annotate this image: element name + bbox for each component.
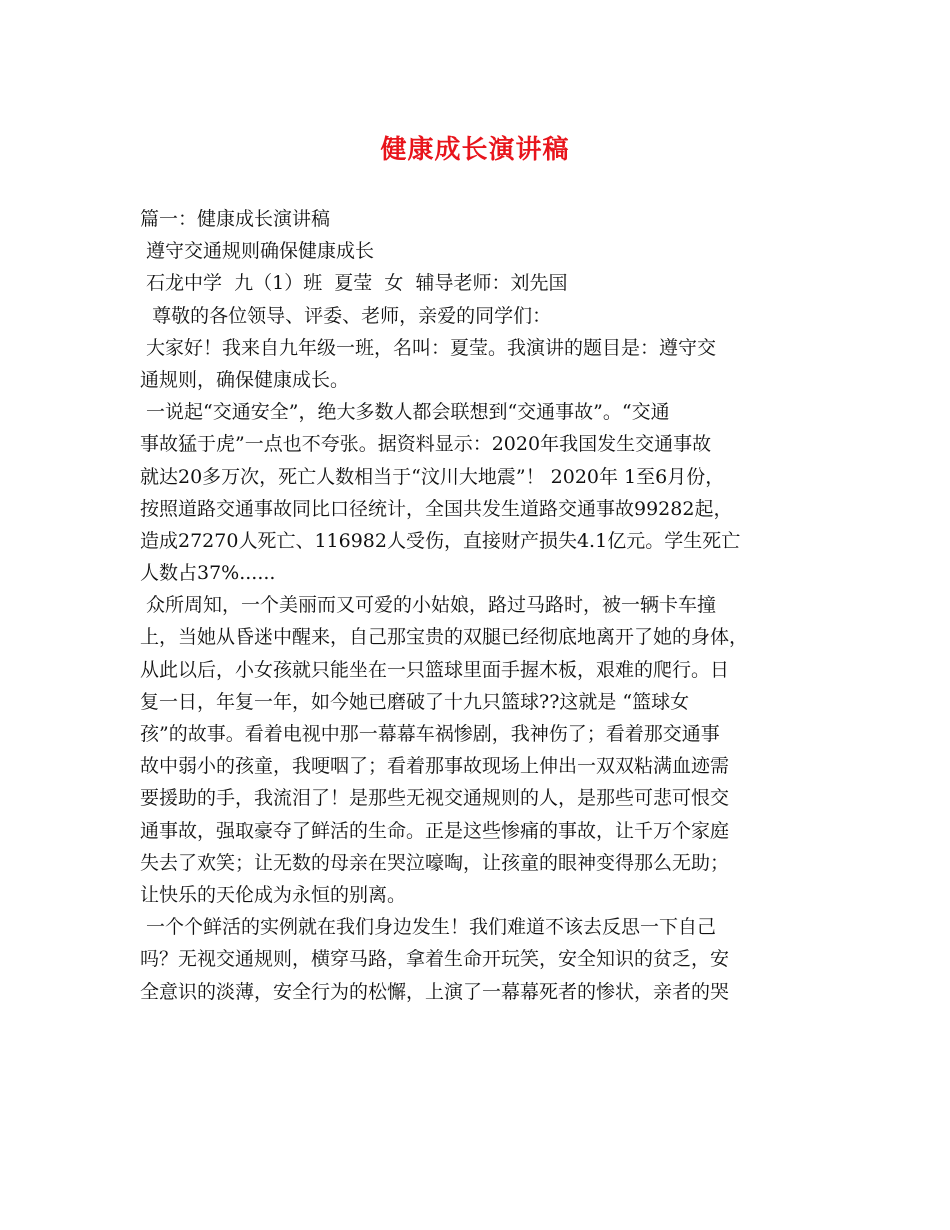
paragraph-line: 要援助的手，我流泪了！是那些无视交通规则的人，是那些可悲可恨交 <box>140 787 730 810</box>
paragraph-line: 事故猛于虎”一点也不夸张。据资料显示：2020年我国发生交通事故 <box>140 433 712 456</box>
paragraph-line: 复一日，年复一年，如今她已磨破了十九只篮球??这就是 “篮球女 <box>140 690 690 713</box>
paragraph-line: 就达20多万次，死亡人数相当于“汶川大地震”！ 2020年 1至6月份， <box>140 465 725 488</box>
paragraph-line: 众所周知，一个美丽而又可爱的小姑娘，路过马路时，被一辆卡车撞 <box>140 594 717 617</box>
paragraph-line: 让快乐的天伦成为永恒的别离。 <box>140 883 407 906</box>
paragraph-line: 人数占37%...... <box>140 562 276 585</box>
paragraph-line: 上，当她从昏迷中醒来，自己那宝贵的双腿已经彻底地离开了她的身体， <box>140 626 749 649</box>
paragraph-line: 按照道路交通事故同比口径统计，全国共发生道路交通事故99282起， <box>140 497 733 520</box>
paragraph-line: 失去了欢笑；让无数的母亲在哭泣嚎啕，让孩童的眼神变得那么无助； <box>140 851 730 874</box>
paragraph-line: 大家好！我来自九年级一班，名叫：夏莹。我演讲的题目是：遵守交 <box>140 336 717 359</box>
document-title: 健康成长演讲稿 <box>380 135 570 165</box>
paragraph-line: 石龙中学 九（1）班 夏莹 女 辅导老师：刘先国 <box>140 272 568 295</box>
paragraph-line: 篇一：健康成长演讲稿 <box>140 208 331 230</box>
paragraph-line: 造成27270人死亡、116982人受伤，直接财产损失4.1亿元。学生死亡 <box>140 529 741 552</box>
paragraph-line: 孩”的故事。看着电视中那一幕幕车祸惨剧，我神伤了；看着那交通事 <box>140 723 720 745</box>
paragraph-line: 一个个鲜活的实例就在我们身边发生！我们难道不该去反思一下自己 <box>140 916 717 939</box>
paragraph-line: 全意识的淡薄，安全行为的松懈，上演了一幕幕死者的惨状，亲者的哭 <box>140 980 730 1003</box>
paragraph-line: 遵守交通规则确保健康成长 <box>140 240 375 263</box>
paragraph-line: 通事故，强取豪夺了鲜活的生命。正是这些惨痛的事故，让千万个家庭 <box>140 819 730 842</box>
paragraph-line: 故中弱小的孩童，我哽咽了；看着那事故现场上伸出一双双粘满血迹需 <box>140 755 730 778</box>
document-body <box>140 203 825 1008</box>
paragraph-line: 吗？无视交通规则，横穿马路，拿着生命开玩笑，安全知识的贫乏，安 <box>140 948 730 971</box>
paragraph-line: 通规则，确保健康成长。 <box>140 368 350 391</box>
paragraph-line: 一说起“交通安全”，绝大多数人都会联想到“交通事故”。“交通 <box>140 401 670 424</box>
paragraph-line: 从此以后，小女孩就只能坐在一只篮球里面手握木板，艰难的爬行。日 <box>140 658 730 681</box>
paragraph-line: 尊敬的各位领导、评委、老师，亲爱的同学们： <box>140 304 552 327</box>
